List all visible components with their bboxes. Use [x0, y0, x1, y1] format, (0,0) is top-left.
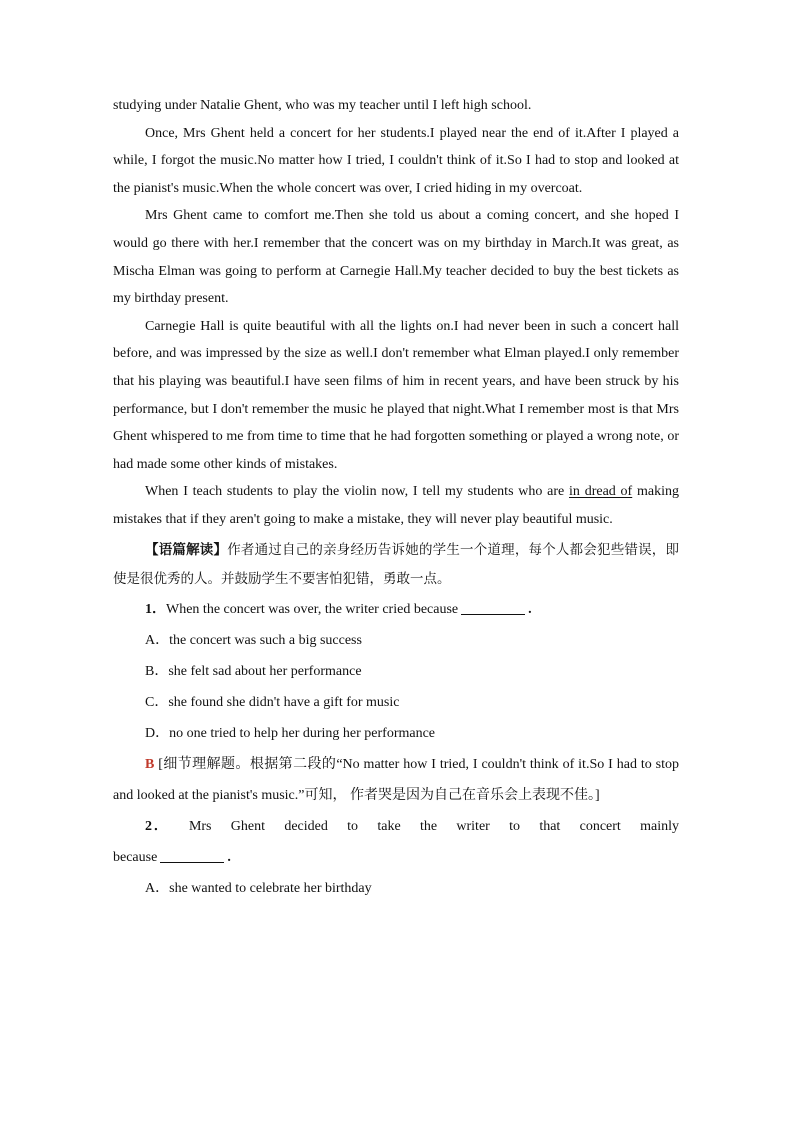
option-letter: B．	[145, 663, 169, 679]
option-text: no one tried to help her during her performance	[169, 725, 436, 741]
passage-paragraph: Once, Mrs Ghent held a concert for her students.I played near the end of it.After I played a while, I forgot the music.No matter how I tried, I couldn't think of it.So I had to stop and looked at the pianist's music.When the whole concert was over, I cried hiding in my overcoat.	[113, 125, 679, 196]
passage-paragraph	[113, 478, 679, 533]
explanation-text: [细节理解题。根据第二段的“No matter how I tried, I couldn't think of it.So I had to stop and looked at the pianist's music.”可知， 作者哭是因为自己在音乐会上表现不佳。]	[113, 756, 679, 803]
analysis-tag: 【语篇解读】	[145, 541, 228, 558]
question-text: When the concert was over, the writer cried because	[166, 601, 459, 617]
option-d	[113, 718, 679, 749]
passage-paragraph: Carnegie Hall is quite beautiful with all the lights on.I had never been in such a concert hall before, and was impressed by the size as well.I don't remember what Elman played.I only remember that his playing was beautiful.I have seen films of him in recent years, and have been struck by his performance, but I don't remember the music he played that night.What I remember most is that Mrs Ghent whispered to me from time to time that he had forgotten something or played a wrong note, or had made some other kinds of mistakes.	[113, 318, 679, 472]
option-c	[113, 687, 679, 718]
question-2-stem	[113, 811, 679, 842]
answer-letter: B	[145, 756, 155, 772]
option-a	[113, 625, 679, 656]
document-content	[113, 92, 679, 904]
option-letter: D．	[145, 725, 170, 741]
passage-paragraph: Mrs Ghent came to comfort me.Then she told us about a coming concert, and she hoped I would go there with her.I remember that the concert was on my birthday in March.It was great, as Mischa Elman was going to perform at Carnegie Hall.My teacher decided to buy the best tickets as my birthday present.	[113, 208, 679, 307]
passage-text: making mistakes that if they aren't going to make a mistake, they will never play beautiful music.	[113, 484, 679, 527]
passage-text: When I teach students to play the violin now, I tell my students who are	[145, 484, 570, 500]
underlined-phrase: in dread of	[569, 484, 633, 500]
question-1-explanation	[113, 749, 679, 811]
option-text: she felt sad about her performance	[168, 663, 362, 679]
analysis-text: 作者通过自己的亲身经历告诉她的学生一个道理，每个人都会犯些错误，即使是很优秀的人。并鼓励学生不要害怕犯错，勇敢一点。	[113, 541, 680, 587]
answer-blank	[160, 848, 224, 863]
option-letter: A．	[145, 632, 170, 648]
option-text: the concert was such a big success	[169, 632, 362, 648]
question-text: Mrs Ghent decided to take the writer to that concert mainly	[188, 818, 680, 834]
question-1-stem	[113, 594, 679, 625]
option-letter: A．	[145, 880, 170, 896]
question-number: 1．	[145, 601, 166, 617]
option-text: she found she didn't have a gift for music	[168, 694, 400, 710]
question-text: because	[113, 849, 158, 865]
option-a	[113, 873, 679, 904]
question-number: 2．	[145, 818, 170, 834]
option-letter: C．	[145, 694, 169, 710]
option-b	[113, 656, 679, 687]
option-text: she wanted to celebrate her birthday	[169, 880, 372, 896]
question-2-stem-cont	[113, 842, 679, 873]
passage-analysis	[113, 536, 679, 594]
question-end: .	[227, 849, 231, 865]
answer-blank	[461, 600, 525, 615]
question-end: .	[528, 601, 532, 617]
passage-paragraph: studying under Natalie Ghent, who was my teacher until I left high school.	[113, 98, 532, 113]
